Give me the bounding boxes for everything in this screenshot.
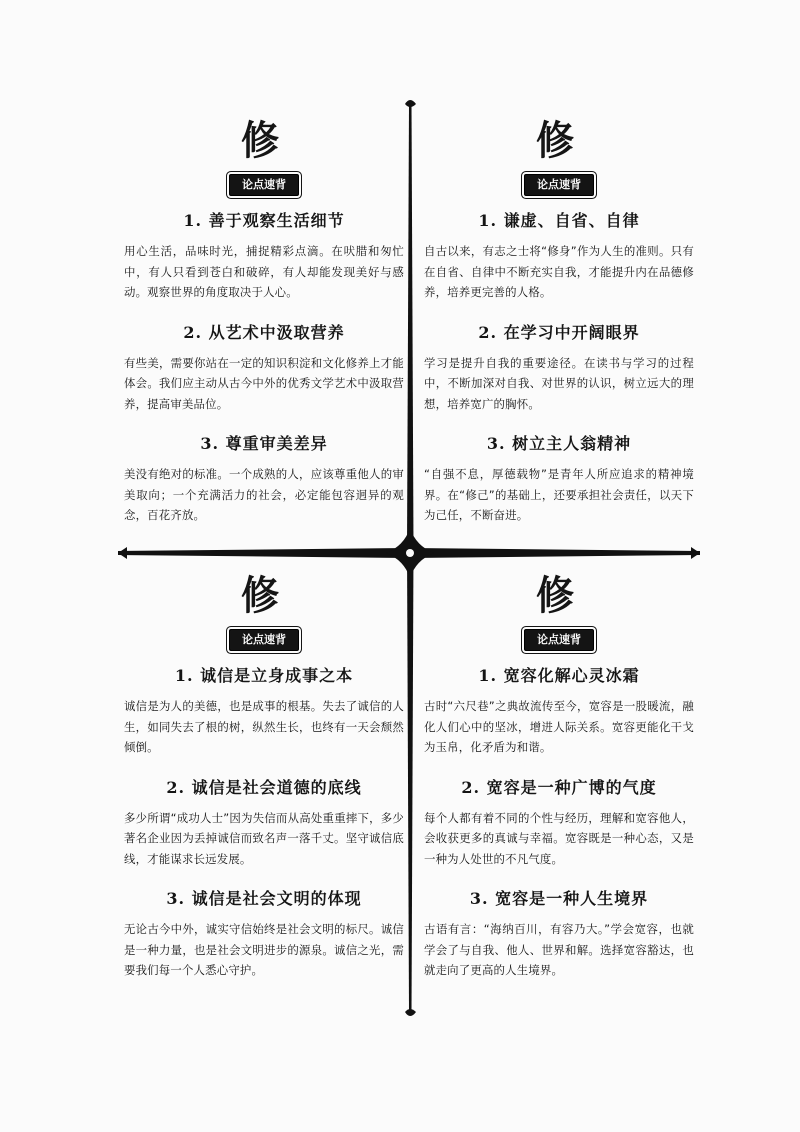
argument-heading: 1. 诚信是立身成事之本	[174, 666, 354, 685]
argument-item	[118, 321, 410, 415]
xiu-logo: 修	[240, 572, 278, 619]
panel-self-cultivation	[418, 115, 700, 526]
vertical-rule-bottom-cap	[405, 1009, 416, 1016]
xiu-logo: 修	[535, 117, 573, 164]
argument-body: 古语有言：“海纳百川，有容乃大。”学会宽容，也就学会了与自我、他人、世界和解。选择宽容豁达，也就走向了更高的人生境界。	[424, 922, 694, 977]
argument-body: 无论古今中外，诚实守信始终是社会文明的标尺。诚信是一种力量，也是社会文明进步的源泉。诚信之光，需要我们每一个人悉心守护。	[124, 922, 404, 977]
argument-body: 诚信是为人的美德，也是成事的根基。失去了诚信的人生，如同失去了根的树，纵然生长，也终有一天会颓然倾倒。	[124, 699, 404, 754]
argument-heading: 3. 宽容是一种人生境界	[469, 889, 649, 908]
argument-item	[418, 664, 700, 758]
argument-heading: 2. 在学习中开阔眼界	[478, 322, 640, 342]
horizontal-rule-right-cap	[691, 547, 700, 559]
argument-body: 多少所谓“成功人士”因为失信而从高处重重摔下，多少著名企业因为丢掉诚信而致名声一落千丈。坚守诚信底线，才能谋求长远发展。	[124, 810, 404, 866]
horizontal-rule	[118, 548, 700, 558]
horizontal-rule-left-cap	[118, 547, 127, 559]
xiu-logo: 修	[240, 117, 278, 164]
argument-item	[118, 664, 410, 758]
vertical-rule-top-cap	[405, 100, 416, 107]
section-badge: 论点速背	[229, 174, 299, 196]
argument-item	[418, 887, 700, 981]
argument-heading: 2. 宽容是一种广博的气度	[461, 777, 657, 797]
argument-body: 自古以来，有志之士将“修身”作为人生的准则。只有在自省、自律中不断充实自我，才能提升内在品德修养，培养更完善的人格。	[424, 244, 694, 299]
argument-heading: 3. 诚信是社会文明的体现	[166, 889, 362, 908]
argument-item	[418, 321, 700, 415]
argument-body: 学习是提升自我的重要途径。在读书与学习的过程中，不断加深对自我、对世界的认识，树立远大的理想，培养宽广的胸怀。	[424, 355, 694, 411]
section-badge: 论点速背	[229, 629, 299, 651]
argument-body: 古时“六尺巷”之典故流传至今，宽容是一股暖流，融化人们心中的坚冰，增进人际关系。宽容更能化干戈为玉帛，化矛盾为和谐。	[424, 699, 694, 754]
panel-tolerance	[418, 570, 700, 981]
argument-body: 有些美，需要你站在一定的知识积淀和文化修养上才能体会。我们应主动从古今中外的优秀文学艺术中汲取营养，提高审美品位。	[124, 355, 404, 411]
argument-heading: 2. 诚信是社会道德的底线	[166, 777, 362, 797]
argument-body: 美没有绝对的标准。一个成熟的人，应该尊重他人的审美取向；一个充满活力的社会，必定能包容迥异的观念，百花齐放。	[124, 467, 404, 522]
argument-item	[418, 776, 700, 870]
argument-item	[118, 432, 410, 526]
argument-heading: 1. 谦虚、自省、自律	[478, 211, 640, 230]
argument-item	[118, 887, 410, 981]
argument-body: “自强不息，厚德载物”是青年人所应追求的精神境界。在“修己”的基础上，还要承担社会责任，以天下为己任，不断奋进。	[424, 467, 694, 522]
panel-integrity	[118, 570, 410, 981]
argument-heading: 3. 尊重审美差异	[200, 434, 328, 453]
panel-aesthetics	[118, 115, 410, 526]
xiu-logo: 修	[535, 572, 573, 619]
argument-item	[418, 209, 700, 303]
section-badge: 论点速背	[524, 629, 594, 651]
argument-item	[118, 209, 410, 303]
argument-heading: 2. 从艺术中汲取营养	[183, 322, 345, 342]
argument-body: 每个人都有着不同的个性与经历，理解和宽容他人，会收获更多的真诚与幸福。宽容既是一种心态，又是一种为人处世的不凡气度。	[424, 810, 694, 866]
section-badge: 论点速背	[524, 174, 594, 196]
argument-heading: 1. 善于观察生活细节	[183, 211, 345, 230]
argument-item	[118, 776, 410, 870]
argument-heading: 3. 树立主人翁精神	[486, 434, 632, 453]
argument-heading: 1. 宽容化解心灵冰霜	[478, 666, 640, 685]
argument-body: 用心生活，品味时光，捕捉精彩点滴。在吠腊和匆忙中，有人只看到苍白和破碎，有人却能发现美好与感动。观察世界的角度取决于人心。	[124, 244, 404, 299]
argument-item	[418, 432, 700, 526]
